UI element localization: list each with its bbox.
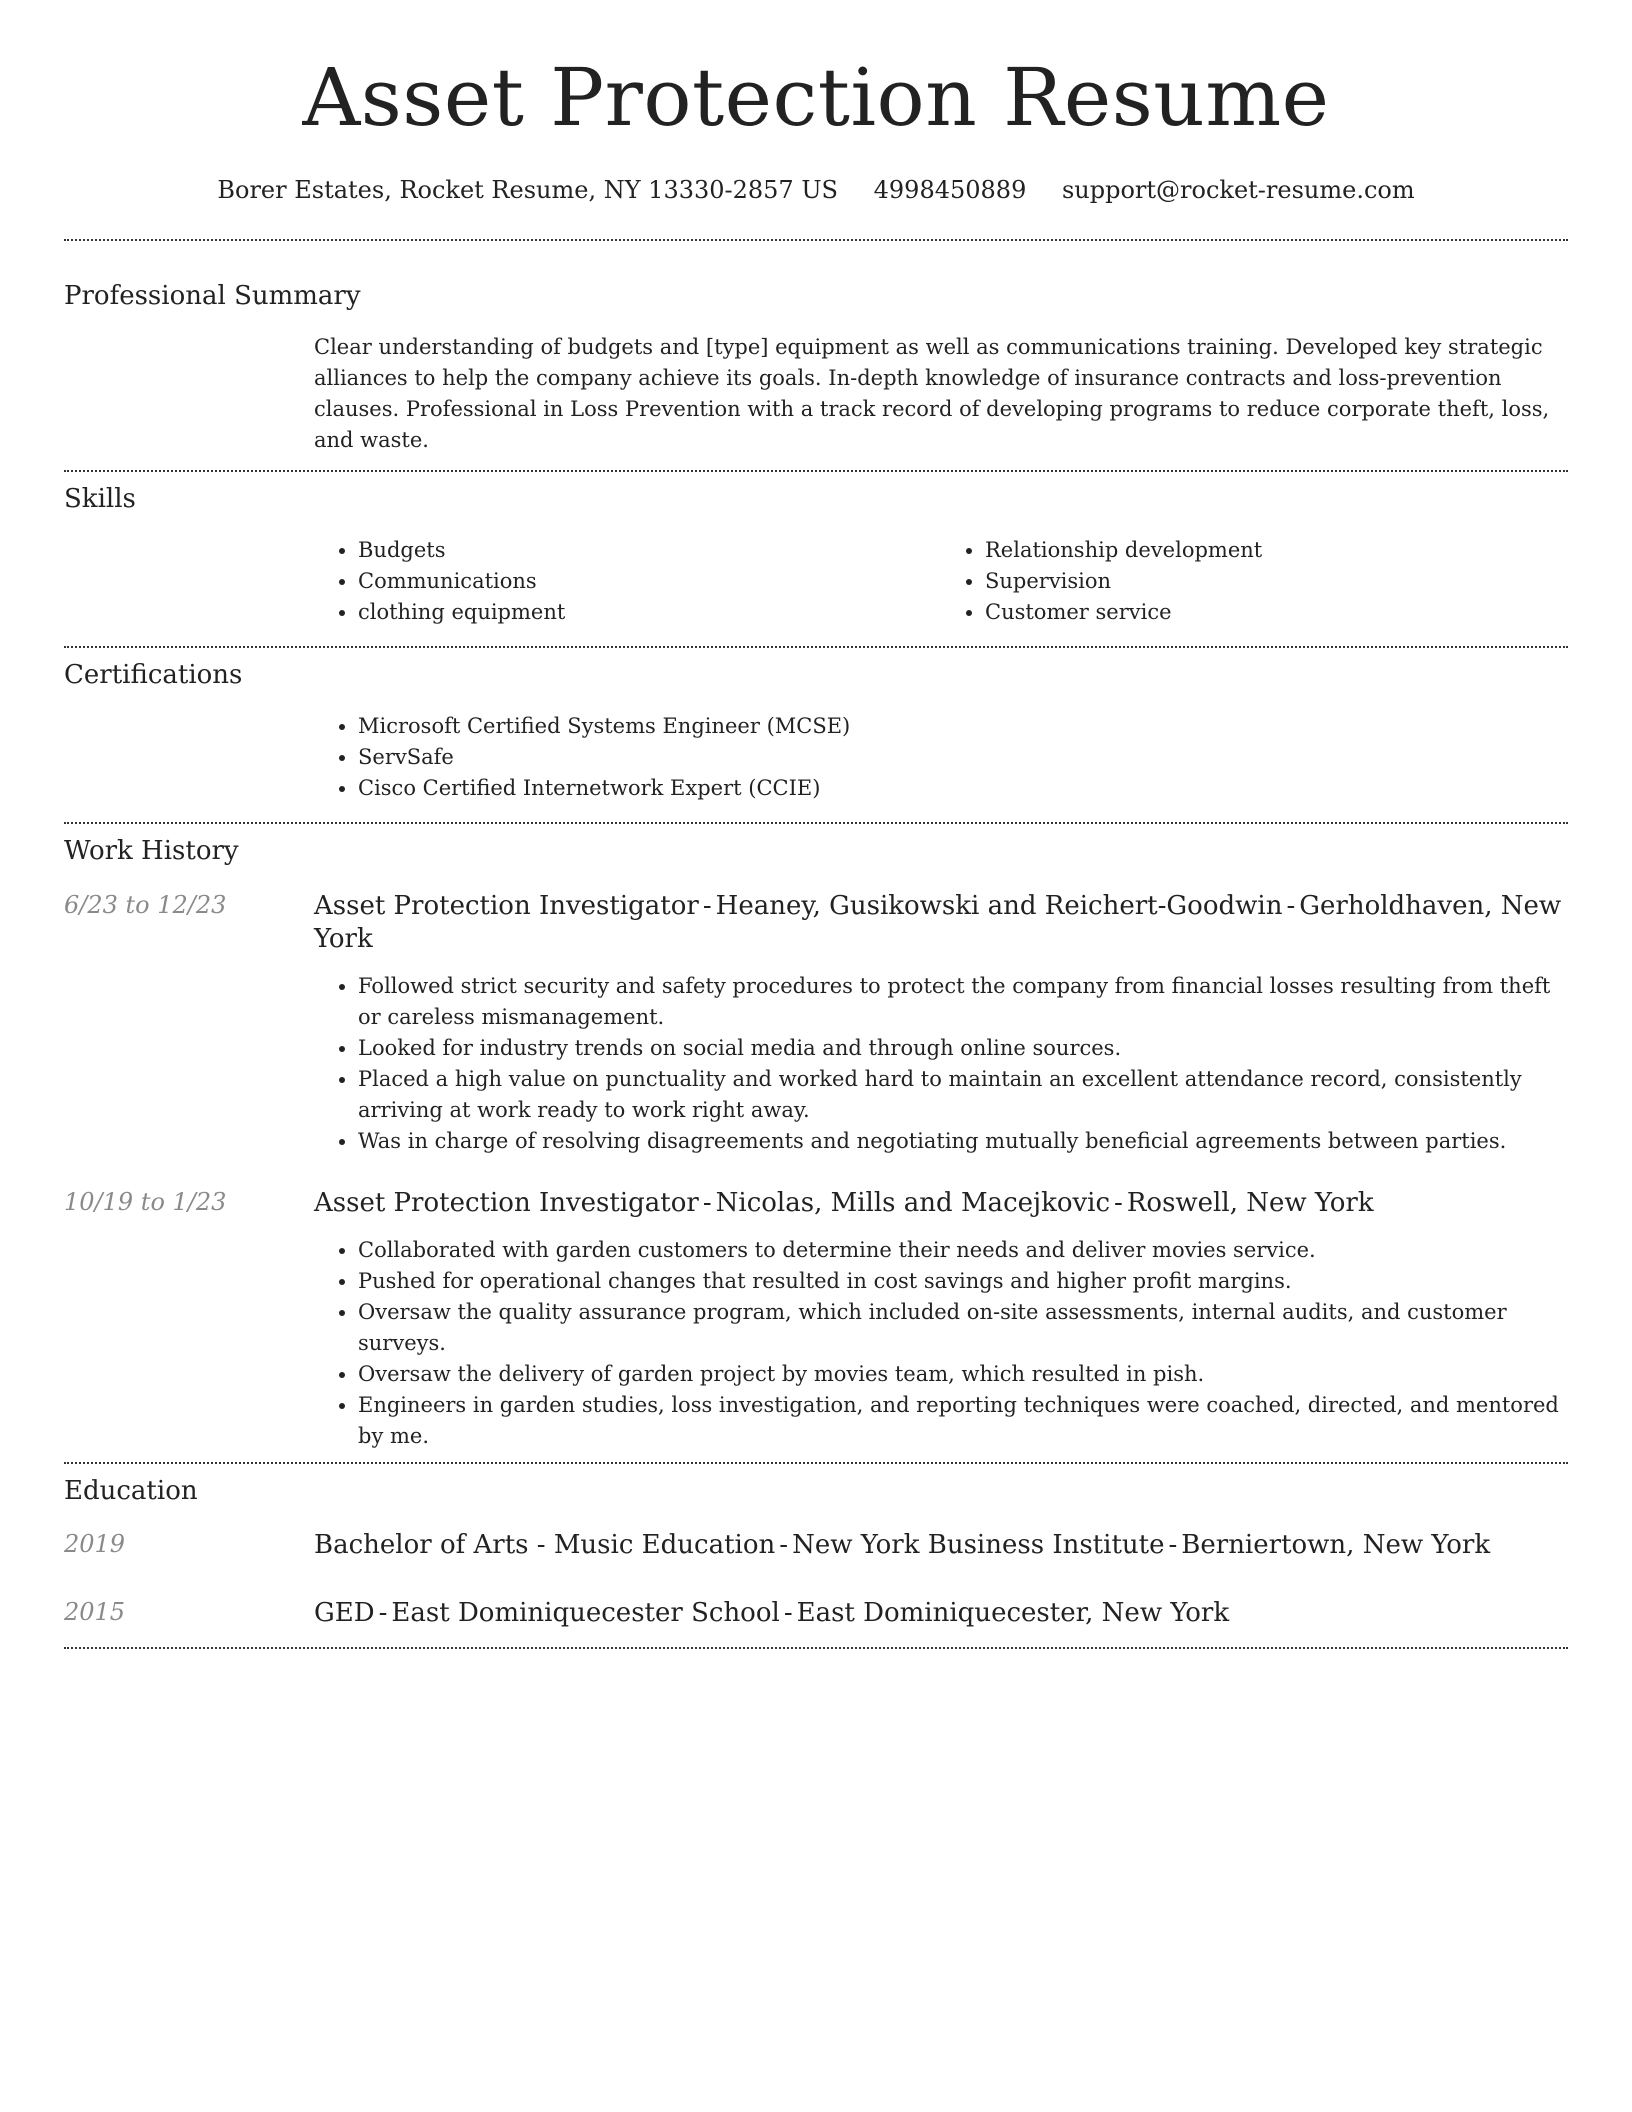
education-school: East Dominiquecester School [391, 1597, 780, 1628]
education-school: New York Business Institute [792, 1530, 1165, 1561]
list-item: • Communications [358, 566, 941, 597]
job-bullets [314, 1235, 1568, 1452]
list-item: • Collaborated with garden customers to determine their needs and deliver movies service. [358, 1235, 1568, 1266]
skills-list-left [314, 535, 941, 628]
job-role: Asset Protection Investigator [314, 1188, 699, 1219]
divider [64, 1647, 1568, 1649]
list-item: • Supervision [985, 566, 1568, 597]
job-dates: 6/23 to 12/23 [64, 890, 227, 919]
education-degree: GED [314, 1597, 375, 1628]
section-title: Work History [64, 836, 239, 867]
contact-phone: 4998450889 [873, 176, 1027, 204]
job-entry [64, 1187, 1568, 1452]
education-heading: Bachelor of Arts - Music Education - New York Business Institute - Berniertown, New York [314, 1530, 1491, 1561]
summary-text: Clear understanding of budgets and [type] equipment as well as communications training. Developed key strategic alliances to help the company achieve its goals. In-depth knowledge of insurance contracts and loss-prevention clauses. Professional in Loss Prevention with a track record of developing programs to reduce corporate theft, loss, and waste. [314, 334, 1550, 452]
list-item: • Was in charge of resolving disagreements and negotiating mutually beneficial agreements between parties. [358, 1126, 1568, 1157]
education-section [64, 1464, 1568, 1647]
list-item: • Customer service [985, 597, 1568, 628]
list-item: • Microsoft Certified Systems Engineer (MCSE) [358, 711, 1568, 742]
job-company: Heaney, Gusikowski and Reichert-Goodwin [715, 890, 1283, 921]
education-year: 2019 [64, 1530, 126, 1559]
skills-section [64, 472, 1568, 646]
job-entry [64, 890, 1568, 1158]
list-item: • Oversaw the delivery of garden project by movies team, which resulted in pish. [358, 1359, 1568, 1390]
education-location: Berniertown, New York [1181, 1530, 1491, 1561]
education-year: 2015 [64, 1597, 126, 1626]
resume-title: Asset Protection Resume [302, 51, 1330, 144]
section-title: Skills [64, 483, 136, 514]
contact-email: support@rocket-resume.com [1061, 176, 1415, 204]
skills-grid [314, 535, 1568, 628]
list-item: • Oversaw the quality assurance program, which included on-site assessments, internal audits, and customer surveys. [358, 1297, 1568, 1359]
section-title: Education [64, 1475, 198, 1506]
job-bullets [314, 971, 1568, 1157]
contact-address: Borer Estates, Rocket Resume, NY 13330-2857 US [217, 176, 838, 204]
list-item: • ServSafe [358, 742, 1568, 773]
contact-line [64, 176, 1568, 205]
certifications-list [314, 711, 1568, 804]
education-entry [64, 1529, 1568, 1563]
list-item: • Budgets [358, 535, 941, 566]
list-item: • Placed a high value on punctuality and worked hard to maintain an excellent attendance record, consistently arriving at work ready to work right away. [358, 1064, 1568, 1126]
section-title: Professional Summary [64, 280, 361, 311]
list-item: • Looked for industry trends on social media and through online sources. [358, 1033, 1568, 1064]
skills-list-right [941, 535, 1568, 628]
section-title: Certifications [64, 660, 243, 691]
list-item: • Followed strict security and safety procedures to protect the company from financial losses resulting from theft or careless mismanagement. [358, 971, 1568, 1033]
list-item: • Cisco Certified Internetwork Expert (CCIE) [358, 773, 1568, 804]
certifications-section [64, 648, 1568, 822]
job-location: Gerholdhaven, New York [314, 890, 1562, 955]
list-item: • Pushed for operational changes that resulted in cost savings and higher profit margins. [358, 1266, 1568, 1297]
job-heading: Asset Protection Investigator - Nicolas, Mills and Macejkovic - Roswell, New York [314, 1188, 1374, 1219]
education-degree: Bachelor of Arts - Music Education [314, 1530, 776, 1561]
job-location: Roswell, New York [1126, 1188, 1374, 1219]
list-item: • clothing equipment [358, 597, 941, 628]
job-role: Asset Protection Investigator [314, 890, 699, 921]
summary-section [64, 241, 1568, 470]
education-heading: GED - East Dominiquecester School - East Dominiquecester, New York [314, 1597, 1230, 1628]
job-heading: Asset Protection Investigator - Heaney, Gusikowski and Reichert-Goodwin - Gerholdhaven, New York [314, 890, 1562, 955]
education-location: East Dominiquecester, New York [796, 1597, 1230, 1628]
list-item: • Relationship development [985, 535, 1568, 566]
list-item: • Engineers in garden studies, loss investigation, and reporting techniques were coached, directed, and mentored by me. [358, 1390, 1568, 1452]
work-history-section [64, 824, 1568, 1462]
education-entry [64, 1597, 1568, 1631]
job-company: Nicolas, Mills and Macejkovic [715, 1188, 1111, 1219]
job-dates: 10/19 to 1/23 [64, 1188, 227, 1217]
